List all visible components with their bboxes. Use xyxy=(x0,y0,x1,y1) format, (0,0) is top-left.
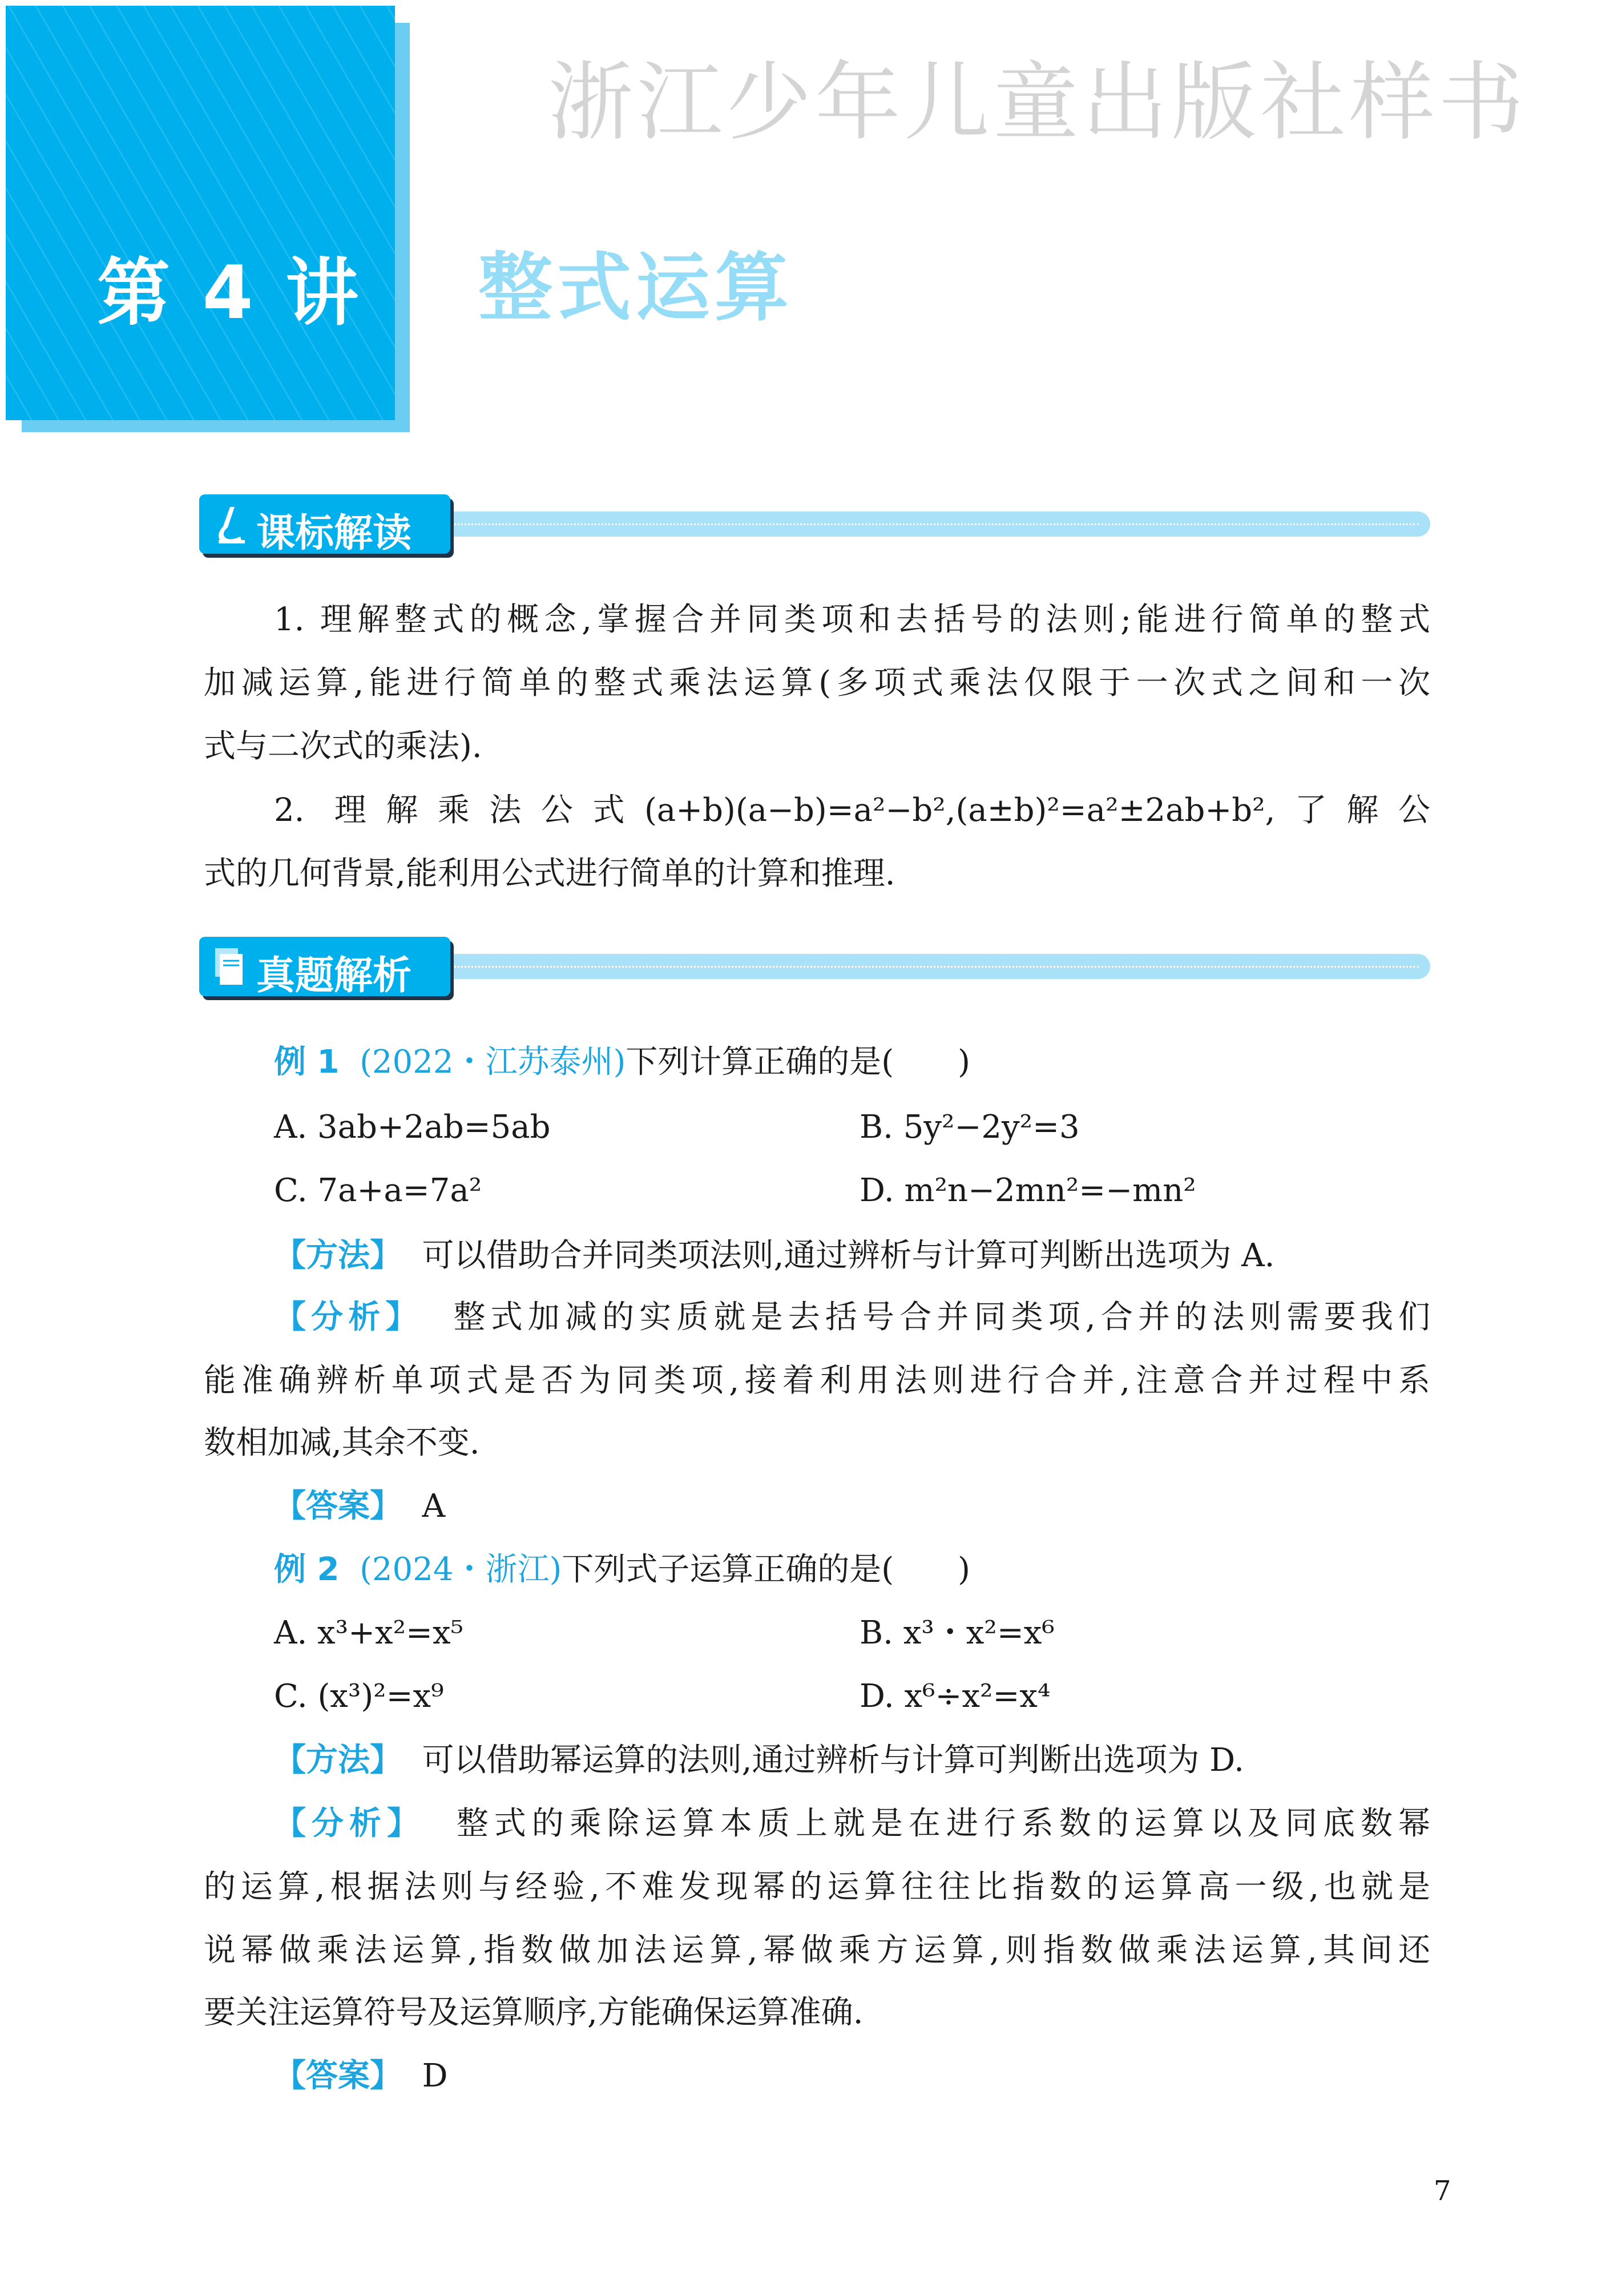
section-label: 真题解析 xyxy=(256,953,412,998)
section-bar xyxy=(439,954,1430,979)
standards-line: 2. 理解乘法公式(a+b)(a−b)=a²−b²,(a±b)²=a²±2ab+b²,了解公 xyxy=(274,792,1430,829)
method-label: 【方法】 xyxy=(274,1742,402,1779)
option-b: B. 5y²−2y²=3 xyxy=(860,1109,1080,1146)
example-question: 下列式子运算正确的是( ) xyxy=(562,1551,970,1588)
option-d: D. m²n−2mn²=−mn² xyxy=(860,1172,1196,1209)
answer-line xyxy=(274,1475,1500,1538)
analysis-line: 能准确辨析单项式是否为同类项,接着利用法则进行合并,注意合并过程中系 xyxy=(204,1362,1430,1399)
standards-line: 式与二次式的乘法). xyxy=(204,728,482,765)
section-header-standards xyxy=(199,494,1430,558)
example-question: 下列计算正确的是( ) xyxy=(626,1044,970,1081)
standards-line: 式的几何背景,能利用公式进行简单的计算和推理. xyxy=(204,855,895,892)
method-line xyxy=(274,1224,1500,1287)
watermark: 浙江少年儿童出版社样书 xyxy=(548,53,1528,152)
analysis-text: 整式的乘除运算本质上就是在进行系数的运算以及同底数幂 xyxy=(456,1805,1431,1842)
method-line xyxy=(274,1729,1500,1792)
answer-label: 【答案】 xyxy=(274,1488,402,1525)
answer-label: 【答案】 xyxy=(274,2057,402,2094)
method-text: 可以借助幂运算的法则,通过辨析与计算可判断出选项为 D. xyxy=(422,1742,1244,1779)
method-text: 可以借助合并同类项法则,通过辨析与计算可判断出选项为 A. xyxy=(422,1237,1275,1274)
section-label: 课标解读 xyxy=(256,511,412,556)
chapter-title: 整式运算 xyxy=(478,244,794,331)
example-source: (2022・江苏泰州) xyxy=(360,1044,626,1081)
answer-text: A xyxy=(422,1488,446,1525)
option-c: C. (x³)²=x⁹ xyxy=(274,1678,444,1715)
example-label: 例 2 xyxy=(274,1551,340,1588)
analysis-line xyxy=(274,1792,1430,1855)
analysis-text: 整式加减的实质就是去括号合并同类项,合并的法则需要我们 xyxy=(453,1299,1430,1336)
analysis-line: 要关注运算符号及运算顺序,方能确保运算准确. xyxy=(204,1994,864,2031)
answer-text: D xyxy=(422,2057,448,2094)
page-number: 7 xyxy=(1434,2175,1451,2207)
analysis-label: 【分析】 xyxy=(274,1299,423,1336)
analysis-line: 说幂做乘法运算,指数做加法运算,幂做乘方运算,则指数做乘法运算,其间还 xyxy=(204,1932,1430,1969)
pen-icon xyxy=(213,505,248,545)
chapter-block xyxy=(6,6,395,420)
option-b: B. x³・x²=x⁶ xyxy=(860,1614,1055,1651)
example-2-heading xyxy=(274,1538,1500,1601)
analysis-line xyxy=(274,1286,1430,1349)
option-d: D. x⁶÷x²=x⁴ xyxy=(860,1678,1051,1715)
documents-icon xyxy=(213,947,248,987)
standards-line: 1. 理解整式的概念,掌握合并同类项和去括号的法则;能进行简单的整式 xyxy=(274,601,1430,638)
section-bar xyxy=(439,511,1430,537)
section-tag xyxy=(199,494,450,554)
example-1-heading xyxy=(274,1030,1500,1094)
chapter-number: 第 4 讲 xyxy=(97,251,362,336)
analysis-label: 【分析】 xyxy=(274,1805,425,1842)
example-source: (2024・浙江) xyxy=(360,1551,562,1588)
standards-line: 加减运算,能进行简单的整式乘法运算(多项式乘法仅限于一次式之间和一次 xyxy=(204,664,1430,702)
example-label: 例 1 xyxy=(274,1044,340,1081)
option-a: A. x³+x²=x⁵ xyxy=(274,1614,463,1651)
option-a: A. 3ab+2ab=5ab xyxy=(274,1109,551,1146)
section-tag xyxy=(199,937,450,996)
analysis-line: 的运算,根据法则与经验,不难发现幂的运算往往比指数的运算高一级,也就是 xyxy=(204,1868,1430,1906)
method-label: 【方法】 xyxy=(274,1237,402,1274)
analysis-line: 数相加减,其余不变. xyxy=(204,1424,480,1461)
option-c: C. 7a+a=7a² xyxy=(274,1172,482,1209)
answer-line xyxy=(274,2044,1500,2108)
section-header-exam xyxy=(199,937,1430,1001)
